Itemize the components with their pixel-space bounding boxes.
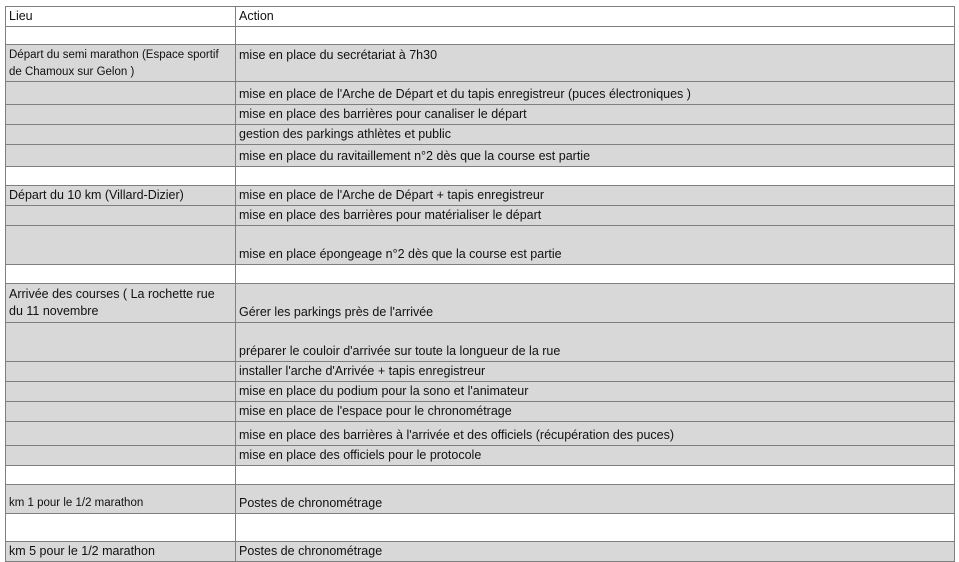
cell-lieu (6, 125, 236, 145)
table-row (6, 206, 955, 226)
cell-lieu (6, 382, 236, 402)
cell-action: mise en place des barrières à l'arrivée et des officiels (récupération des puces) (236, 422, 955, 446)
cell-lieu (6, 105, 236, 125)
cell-action: Postes de chronométrage (236, 485, 955, 514)
table-row (6, 105, 955, 125)
cell-action: Gérer les parkings près de l'arrivée (236, 284, 955, 323)
cell-lieu (6, 323, 236, 362)
cell-action (236, 514, 955, 542)
cell-lieu (6, 422, 236, 446)
cell-lieu (6, 402, 236, 422)
table-row (6, 466, 955, 485)
cell-action: mise en place de l'Arche de Départ + tapis enregistreur (236, 186, 955, 206)
table-row (6, 362, 955, 382)
table-row (6, 226, 955, 265)
cell-action: préparer le couloir d'arrivée sur toute la longueur de la rue (236, 323, 955, 362)
cell-action: mise en place du ravitaillement n°2 dès que la course est partie (236, 145, 955, 167)
cell-action: installer l'arche d'Arrivée + tapis enregistreur (236, 362, 955, 382)
cell-lieu (6, 466, 236, 485)
cell-lieu (6, 265, 236, 284)
table-row (6, 45, 955, 82)
cell-lieu (6, 167, 236, 186)
table-row (6, 265, 955, 284)
table-row (6, 382, 955, 402)
table-row (6, 145, 955, 167)
cell-action: mise en place de l'espace pour le chronométrage (236, 402, 955, 422)
table-row (6, 125, 955, 145)
cell-lieu (6, 226, 236, 265)
cell-lieu (6, 446, 236, 466)
table-row (6, 284, 955, 323)
cell-lieu: km 5 pour le 1/2 marathon (6, 542, 236, 562)
table-row (6, 82, 955, 105)
cell-lieu (6, 514, 236, 542)
cell-lieu (6, 145, 236, 167)
cell-lieu (6, 27, 236, 45)
cell-lieu (6, 206, 236, 226)
cell-action: mise en place épongeage n°2 dès que la course est partie (236, 226, 955, 265)
cell-lieu: Arrivée des courses ( La rochette rue du 11 novembre (6, 284, 236, 323)
table-row (6, 446, 955, 466)
cell-lieu (6, 82, 236, 105)
cell-action: mise en place de l'Arche de Départ et du tapis enregistreur (puces électroniques ) (236, 82, 955, 105)
cell-action: Postes de chronométrage (236, 542, 955, 562)
cell-action (236, 265, 955, 284)
table-row (6, 167, 955, 186)
table-row (6, 402, 955, 422)
cell-action (236, 27, 955, 45)
cell-lieu: Départ du semi marathon (Espace sportif de Chamoux sur Gelon ) (6, 45, 236, 82)
cell-action (236, 466, 955, 485)
table-row (6, 186, 955, 206)
table-row (6, 27, 955, 45)
cell-action: mise en place du podium pour la sono et l'animateur (236, 382, 955, 402)
cell-action (236, 167, 955, 186)
table-row (6, 485, 955, 514)
table-row (6, 323, 955, 362)
cell-lieu: km 1 pour le 1/2 marathon (6, 485, 236, 514)
cell-action: mise en place des barrières pour canaliser le départ (236, 105, 955, 125)
cell-action: mise en place des officiels pour le protocole (236, 446, 955, 466)
cell-action: gestion des parkings athlètes et public (236, 125, 955, 145)
table-row (6, 514, 955, 542)
header-row (6, 7, 955, 27)
header-action: Action (236, 7, 955, 27)
cell-action: mise en place du secrétariat à 7h30 (236, 45, 955, 82)
table-row (6, 422, 955, 446)
cell-action: mise en place des barrières pour matérialiser le départ (236, 206, 955, 226)
cell-lieu: Départ du 10 km (Villard-Dizier) (6, 186, 236, 206)
header-lieu: Lieu (6, 7, 236, 27)
cell-lieu (6, 362, 236, 382)
schedule-table (5, 6, 955, 562)
